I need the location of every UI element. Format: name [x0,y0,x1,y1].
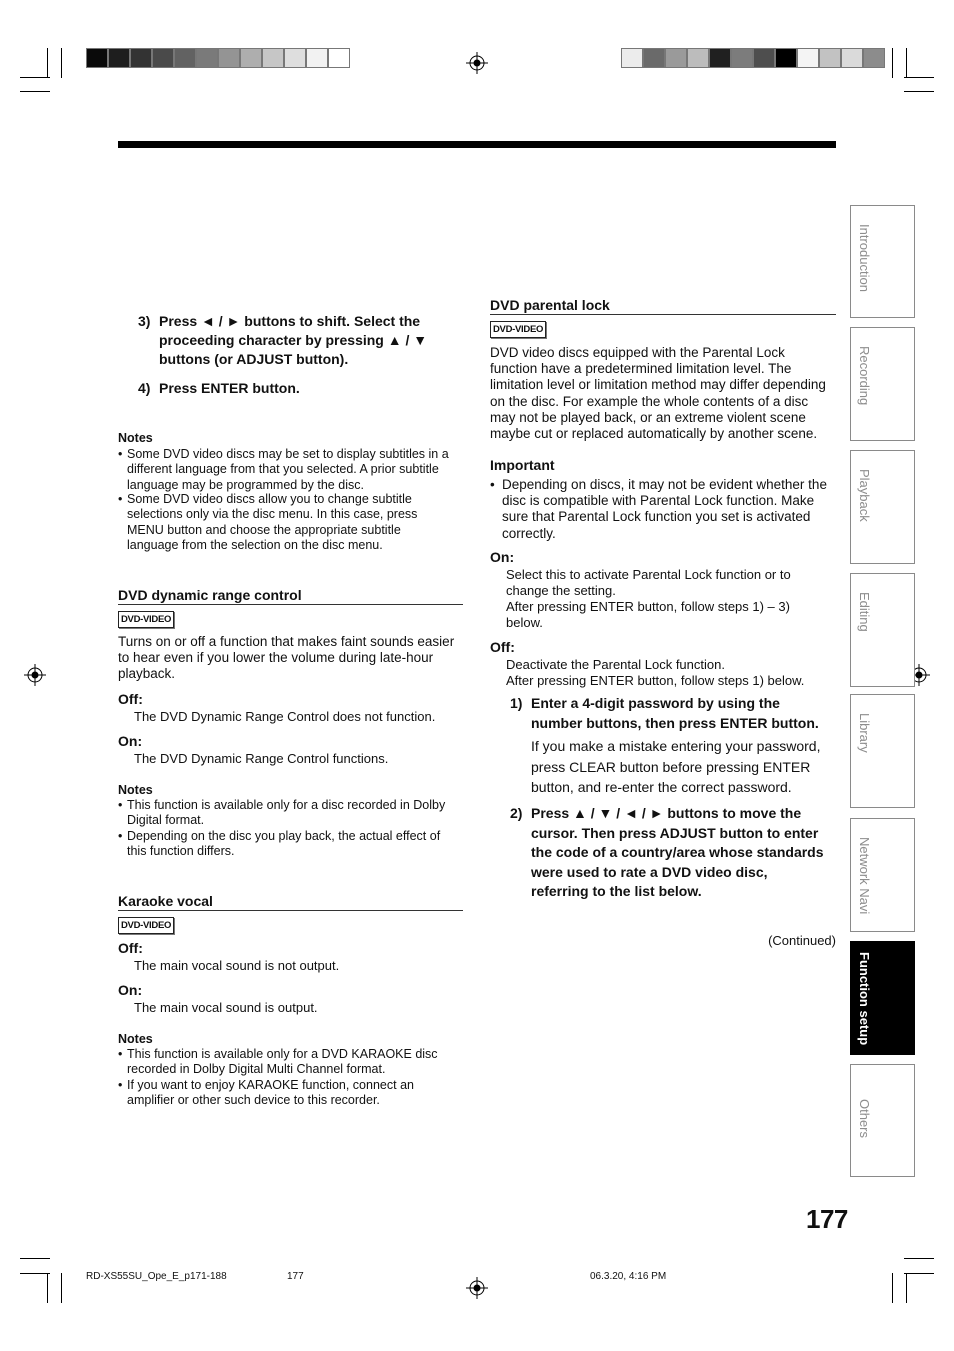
parental-description: DVD video discs equipped with the Parental Lock function have a predetermined limitation level. The limitation level or limitation method may differ depending on the disc. For example the whole contents of a disc may not be played back, or an extreme violent scene maybe cut or replaced automatically by another scene. [490,345,826,442]
dvd-video-badge: DVD-VIDEO [118,917,174,934]
option-on-text: Select this to activate Parental Lock function or to change the setting. After pressing ENTER button, follow steps 1) – 3) below. [506,567,791,630]
color-swatch [731,48,753,68]
option-off-text: The DVD Dynamic Range Control does not function. [134,709,436,724]
tab-label: Others [857,1099,872,1139]
notes-heading: Notes [118,431,153,445]
section-title-parental: DVD parental lock [490,297,610,313]
color-swatch [328,48,350,68]
color-swatch [621,48,643,68]
tab-others[interactable] [850,1064,915,1177]
section-divider [118,604,463,605]
tab-label: Introduction [857,224,872,292]
color-swatch [218,48,240,68]
tab-library[interactable] [850,694,915,808]
section-title-karaoke: Karaoke vocal [118,893,213,909]
dvd-video-badge: DVD-VIDEO [490,321,546,338]
color-swatch [196,48,218,68]
color-swatch [797,48,819,68]
footer-date: 06.3.20, 4:16 PM [590,1271,667,1282]
tab-recording[interactable] [850,327,915,441]
registration-mark-icon [466,1277,488,1299]
tab-label: Library [857,713,872,753]
tab-function-setup[interactable] [850,941,915,1055]
color-swatch [152,48,174,68]
important-label: Important [490,457,555,473]
color-swatch [863,48,885,68]
tab-playback[interactable] [850,450,915,564]
color-swatch [841,48,863,68]
tab-label: Network Navi [857,837,872,915]
section-divider [490,314,836,315]
page-number: 177 [806,1204,848,1234]
color-bar-left [86,48,350,68]
tab-editing[interactable] [850,573,915,687]
footer-file-name: RD-XS55SU_Ope_E_p171-188 [86,1271,227,1282]
color-swatch [262,48,284,68]
option-off-label: Off: [118,691,143,707]
color-swatch [819,48,841,68]
tab-label: Playback [857,469,872,522]
option-off-text: The main vocal sound is not output. [134,958,340,973]
color-swatch [665,48,687,68]
color-swatch [775,48,797,68]
color-swatch [86,48,108,68]
color-swatch [130,48,152,68]
tab-network-navi[interactable] [850,818,915,932]
option-off-text: Deactivate the Parental Lock function. After pressing ENTER button, follow steps 1) below. [506,657,805,688]
option-off-label: Off: [118,940,143,956]
option-on-text: The DVD Dynamic Range Control functions. [134,751,389,766]
option-on-text: The main vocal sound is output. [134,1000,318,1015]
option-on-label: On: [118,982,143,998]
color-swatch [709,48,731,68]
option-on-label: On: [118,733,143,749]
color-swatch [240,48,262,68]
tab-introduction[interactable] [850,205,915,318]
color-swatch [108,48,130,68]
color-swatch [643,48,665,68]
color-swatch [284,48,306,68]
color-swatch [306,48,328,68]
footer-page: 177 [287,1271,304,1282]
registration-mark-icon [466,52,488,74]
color-swatch [753,48,775,68]
header-rule [118,141,836,148]
drc-description: Turns on or off a function that makes faint sounds easier to hear even if you lower the volume during late-hour playback. [118,634,455,682]
registration-mark-icon [24,664,46,686]
color-swatch [687,48,709,68]
dvd-video-badge: DVD-VIDEO [118,611,174,628]
notes-heading: Notes [118,1032,153,1046]
section-divider [118,910,463,911]
tab-label: Function setup [857,952,872,1046]
continued-label: (Continued) [768,933,836,948]
tab-label: Recording [857,346,872,406]
notes-heading: Notes [118,783,153,797]
section-title-drc: DVD dynamic range control [118,587,302,603]
option-off-label: Off: [490,639,515,655]
option-on-label: On: [490,549,515,565]
tab-label: Editing [857,592,872,632]
color-bar-right [621,48,885,68]
step-1-description: If you make a mistake entering your password, press CLEAR button before pressing ENTER button, and re-enter the correct password. [531,738,821,795]
color-swatch [174,48,196,68]
